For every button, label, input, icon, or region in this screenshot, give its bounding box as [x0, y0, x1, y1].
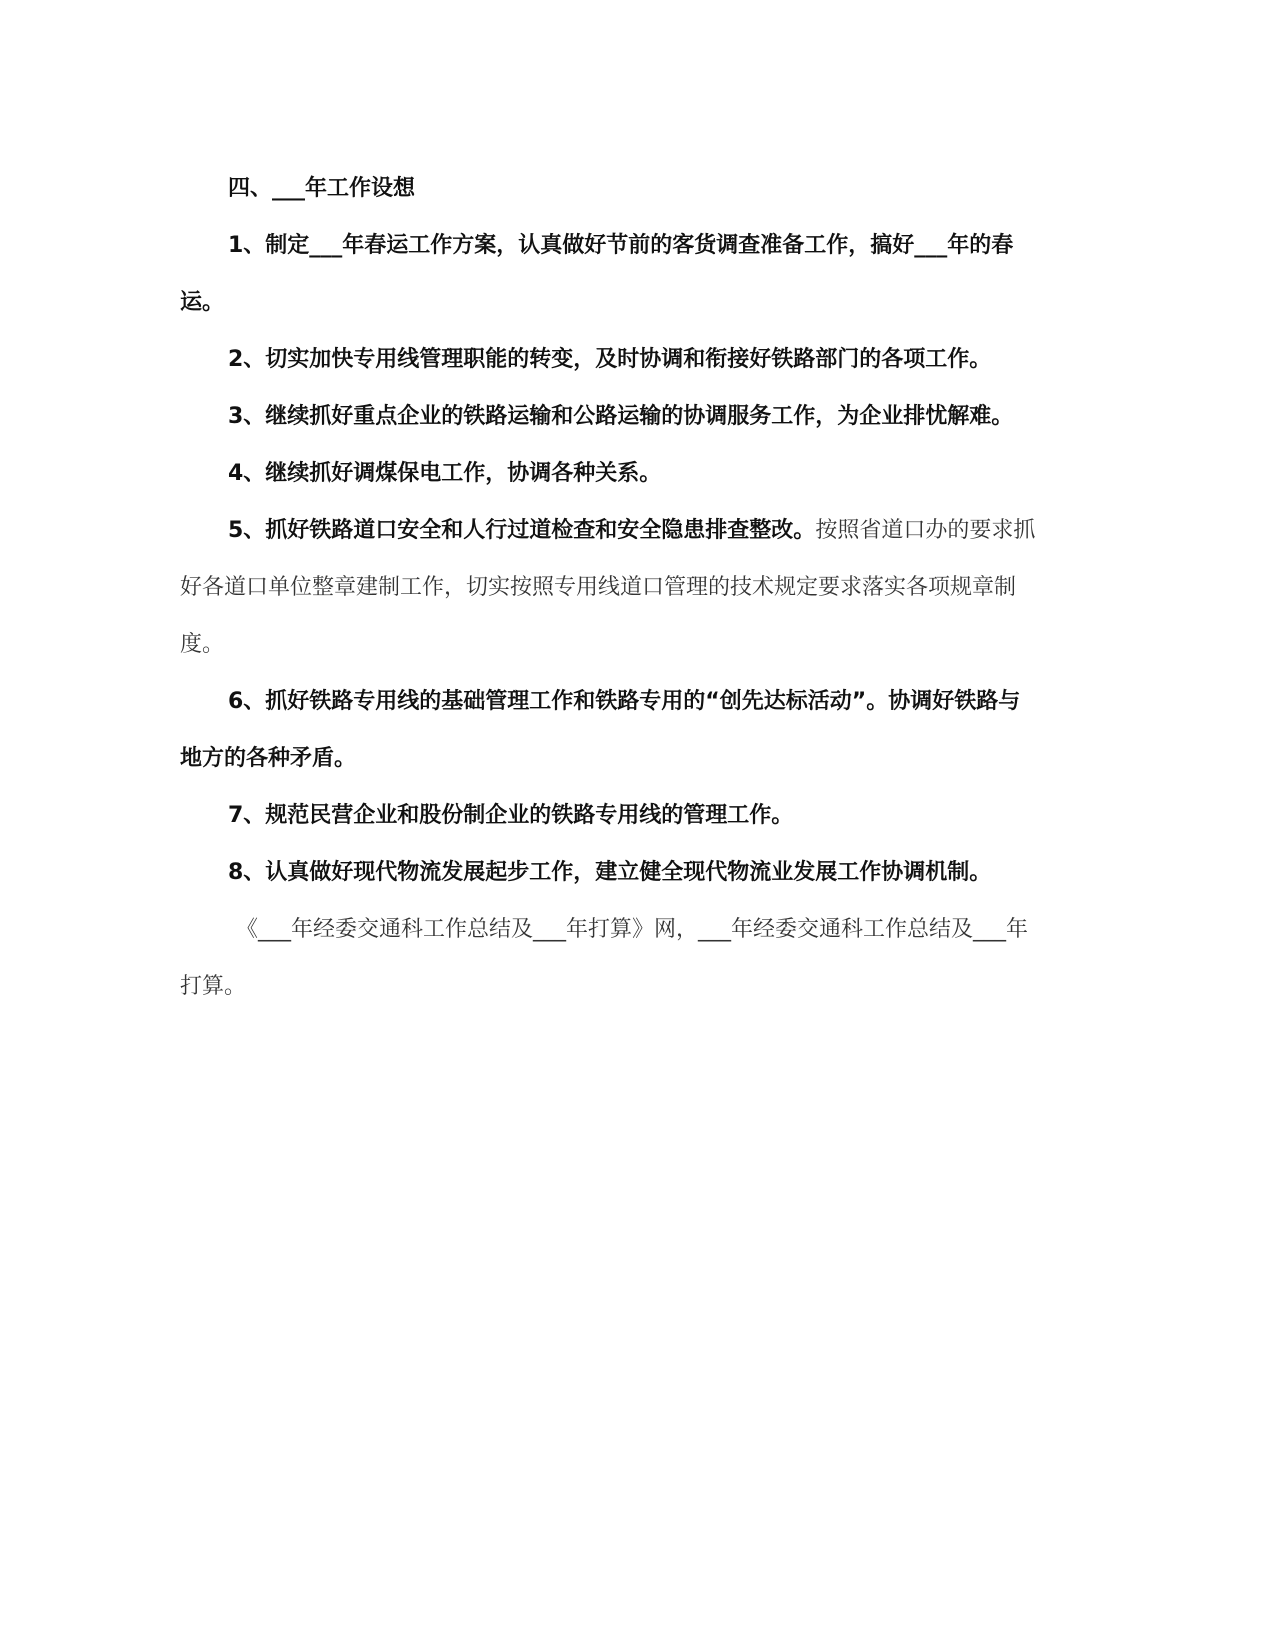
list-item-5	[180, 502, 1040, 673]
item-3-text: 3、继续抓好重点企业的铁路运输和公路运输的协调服务工作，为企业排忧解难。	[228, 404, 1014, 429]
footer-note: 《___年经委交通科工作总结及___年打算》网，___年经委交通科工作总结及___年打算。	[180, 917, 1029, 999]
item-2-text: 2、切实加快专用线管理职能的转变，及时协调和衔接好铁路部门的各项工作。	[228, 347, 992, 372]
item-4-text: 4、继续抓好调煤保电工作，协调各种关系。	[228, 461, 662, 486]
item-1-text: 1、制定___年春运工作方案，认真做好节前的客货调查准备工作，搞好___年的春运。	[180, 233, 1014, 315]
list-item-7	[180, 787, 1040, 844]
list-item-6	[180, 673, 1040, 787]
list-item-3	[180, 388, 1040, 445]
list-item-2	[180, 331, 1040, 388]
item-8-text: 8、认真做好现代物流发展起步工作，建立健全现代物流业发展工作协调机制。	[228, 860, 992, 885]
item-5-text: 5、抓好铁路道口安全和人行过道检查和安全隐患排查整改。	[228, 518, 816, 543]
list-item-8	[180, 844, 1040, 901]
section-heading: 四、___年工作设想	[228, 176, 416, 201]
list-item-1	[180, 217, 1040, 331]
item-7-text: 7、规范民营企业和股份制企业的铁路专用线的管理工作。	[228, 803, 794, 828]
list-item-4	[180, 445, 1040, 502]
item-6-text: 6、抓好铁路专用线的基础管理工作和铁路专用的“创先达标活动”。协调好铁路与地方的各种矛盾。	[180, 689, 1021, 771]
item-5-detail: 按照省道口办的要求抓好各道口单位整章建制工作，切实按照专用线道口管理的技术规定要求落实各项规章制度。	[180, 518, 1036, 657]
document-page	[180, 160, 1040, 1015]
